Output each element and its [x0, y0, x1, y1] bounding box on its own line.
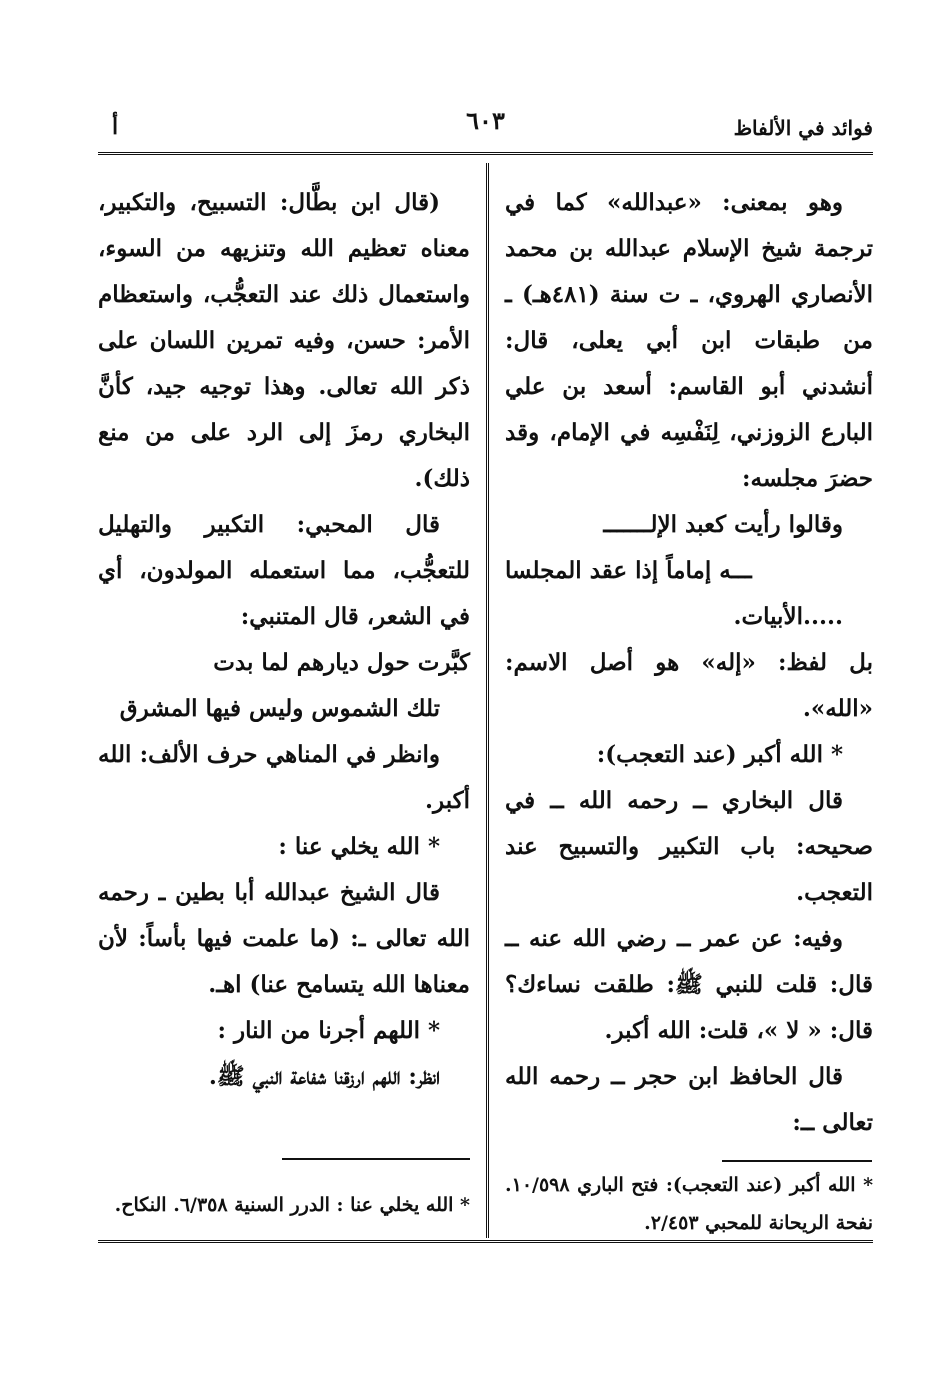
paragraph: قال البخاري ــ رحمه الله ــ في صحيحه: باب التكبير والتسبيح عند التعجب.: [505, 787, 873, 906]
verse-line: وقالوا رأيت كعبد الإلـــــــ: [603, 511, 843, 538]
column-divider: [486, 163, 489, 1238]
paragraph: بل لفظ: «إله» هو أصل الاسم: «الله».: [505, 649, 873, 722]
right-column: [505, 180, 873, 1146]
paragraph: (قال ابن بطَّال: التسبيح، والتكبير، معناه تعظيم الله وتنزيهه من السوء، واستعمال ذلك عند التعجُّب، واستعظام الأمر: حسن، وفيه تمرين اللسان على ذكر الله تعالى. وهذا توجيه جيد، كأنَّ البخاري رمزَ إلى الرد على من منع ذلك).: [98, 189, 470, 492]
signature-mark: أ: [112, 114, 119, 140]
footer-rule: [98, 1240, 873, 1243]
paragraph: قال الحافظ ابن حجر ــ رحمه الله تعالى ــ:: [505, 1063, 873, 1136]
verse-line: كبَّرت حول ديارهم لما بدت: [213, 649, 470, 676]
verse-line: تلك الشموس وليس فيها المشرق: [119, 695, 440, 722]
paragraph: .....الأبيات.: [733, 603, 843, 630]
page-header: [98, 106, 873, 146]
section-heading: * الله يخلي عنا :: [278, 833, 440, 860]
paragraph: انظر: اللهم ارزقنا شفاعة النبي ﷺ.: [208, 1063, 440, 1090]
running-title: فوائد في الألفاظ: [733, 116, 873, 140]
verse-line: ـــه إماماً إذا عقد المجلسا: [505, 557, 752, 584]
section-heading: * الله أكبر (عند التعجب):: [596, 741, 843, 768]
paragraph: قال الشيخ عبدالله أبا بطين ـ رحمه الله تعالى ـ: (ما علمت فيها بأساً: لأن معناها الله يتسامح عنا) اهـ.: [98, 879, 470, 998]
paragraph: وفيه: عن عمر ــ رضي الله عنه ــ قال: قلت للنبي ﷺ: طلقت نساءك؟ قال: « لا »، قلت: الله أكبر.: [505, 925, 873, 1044]
paragraph: قال المحبي: التكبير والتهليل للتعجُّب، مما استعمله المولدون، أي في الشعر، قال المتنبي:: [98, 511, 470, 630]
footnote-rule: [722, 1160, 872, 1162]
paragraph: وانظر في المناهي حرف الألف: الله أكبر.: [98, 741, 470, 814]
paragraph: وهو بمعنى: «عبدالله» كما في ترجمة شيخ الإسلام عبدالله بن محمد الأنصاري الهروي، ـ ت سنة (٤٨١هـ) ـ من طبقات ابن أبي يعلى، قال: أنشدني أبو القاسم: أسعد بن علي البارع الزوزني، لِنَفْسِه في الإمام، وقد حضرَ مجلسه:: [505, 189, 874, 492]
left-column: [98, 180, 470, 1100]
page-number: ٦٠٣: [466, 106, 505, 135]
section-heading: * اللهم أجرنا من النار :: [217, 1017, 440, 1044]
header-rule: [98, 152, 873, 155]
footnote-rule: [282, 1158, 470, 1160]
footnote: * الله أكبر (عند التعجب): فتح الباري ١٠/٥٩٨. نفحة الريحانة للمحبي ٢/٤٥٣.: [505, 1174, 873, 1234]
footnote: * الله يخلي عنا : الدرر السنية ٦/٣٥٨. النكاح.: [114, 1194, 470, 1216]
